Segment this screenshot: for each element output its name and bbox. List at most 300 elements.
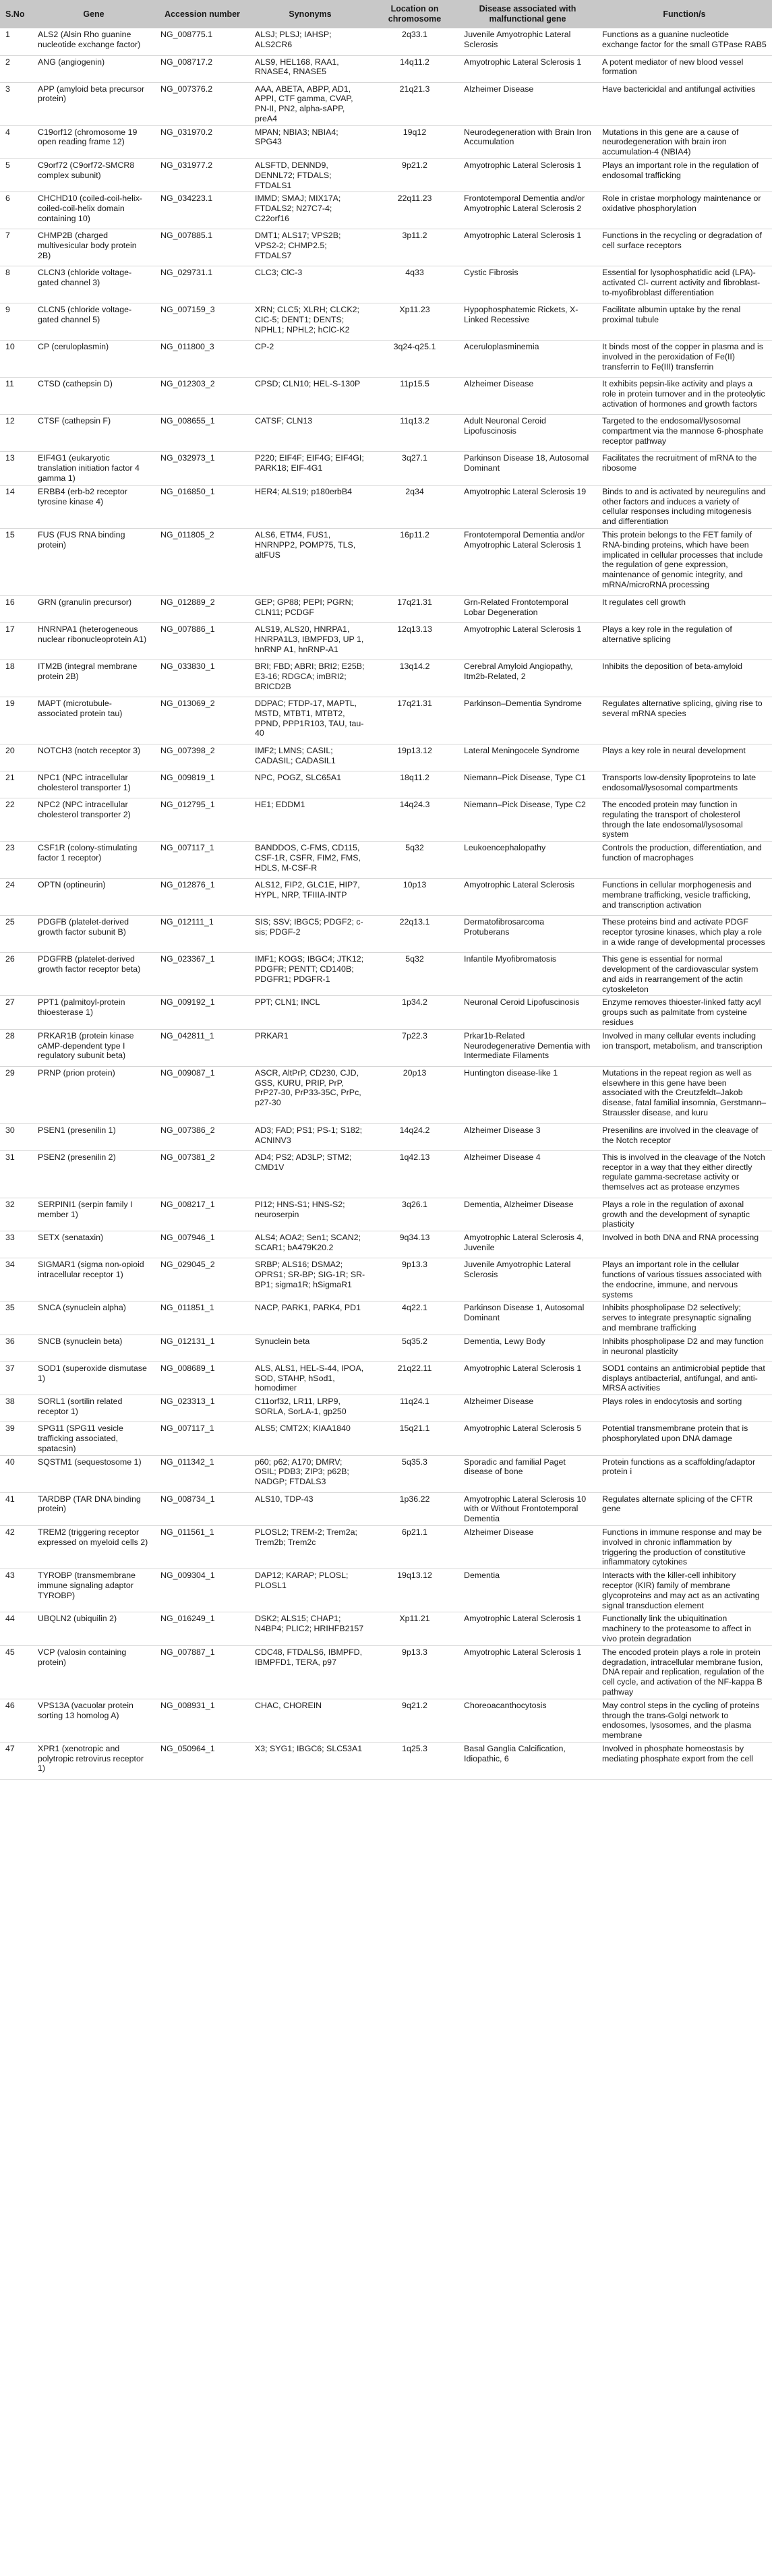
cell-disease: Amyotrophic Lateral Sclerosis 1 <box>464 1363 582 1373</box>
cell-function: Plays a key role in neural development <box>602 746 746 756</box>
cell-disease: Amyotrophic Lateral Sclerosis 1 <box>464 160 582 171</box>
cell-gene: SOD1 (superoxide dismutase 1) <box>38 1363 147 1383</box>
cell-function: Targeted to the endosomal/lysosomal compartment via the mannose 6-phosphate receptor pathway <box>602 416 764 446</box>
cell-gene: CHMP2B (charged multivesicular body protein 2B) <box>38 231 137 261</box>
cell-sno: 19 <box>5 699 15 709</box>
cell-accession: NG_032973_1 <box>160 453 215 463</box>
cell-disease: Parkinson–Dementia Syndrome <box>464 699 582 709</box>
cell-disease: Cystic Fibrosis <box>464 268 518 278</box>
cell-disease: Dermatofibrosarcoma Protuberans <box>464 917 545 937</box>
cell-accession: NG_007386_2 <box>160 1125 215 1135</box>
cell-function: Mutations in this gene are a cause of neurodegeneration with brain iron accumulation-4 (NBIA4) <box>602 127 739 157</box>
cell-disease: Frontotemporal Dementia and/or Amyotrophic Lateral Sclerosis 1 <box>464 530 585 550</box>
cell-location: 19q12 <box>403 127 427 137</box>
cell-function: Inhibits phospholipase D2 and may function in neuronal plasticity <box>602 1336 764 1356</box>
cell-accession: NG_034223.1 <box>160 194 213 204</box>
cell-gene: NPC2 (NPC intracellular cholesterol transporter 2) <box>38 800 131 819</box>
cell-disease: Amyotrophic Lateral Sclerosis 4, Juvenile <box>464 1233 584 1252</box>
cell-location: 3q24-q25.1 <box>393 342 436 352</box>
cell-function: This is involved in the cleavage of the Notch receptor in a way that they either directly regulate gamma-secretase activity or themselves act as protease enzymes <box>602 1152 765 1192</box>
cell-function: Potential transmembrane protein that is phosphorylated upon DNA damage <box>602 1424 748 1443</box>
cell-sno: 15 <box>5 530 15 540</box>
table-row <box>0 82 772 125</box>
cell-location: 21q21.3 <box>399 84 430 94</box>
table-row <box>0 1422 772 1455</box>
cell-sno: 24 <box>5 880 15 890</box>
cell-sno: 17 <box>5 624 15 635</box>
cell-disease: Amyotrophic Lateral Sclerosis 1 <box>464 1614 582 1624</box>
cell-function: Functions in the recycling or degradation of cell surface receptors <box>602 231 762 251</box>
table-row <box>0 415 772 452</box>
cell-location: 5q35.3 <box>402 1457 427 1467</box>
cell-gene: TREM2 (triggering receptor expressed on myeloid cells 2) <box>38 1527 148 1547</box>
cell-location: 11q13.2 <box>400 416 429 426</box>
cell-sno: 45 <box>5 1647 15 1657</box>
cell-disease: Grn-Related Frontotemporal Lobar Degeneration <box>464 597 568 617</box>
cell-accession: NG_007117_1 <box>160 843 214 853</box>
cell-sno: 9 <box>5 305 10 315</box>
cell-function: Functions as a guanine nucleotide exchange factor for the small GTPase RAB5 <box>602 30 767 49</box>
cell-location: 13q14.2 <box>399 662 430 672</box>
cell-disease: Huntington disease-like 1 <box>464 1067 558 1078</box>
cell-accession: NG_009304_1 <box>160 1571 215 1581</box>
cell-synonyms: HER4; ALS19; p180erbB4 <box>255 486 352 496</box>
table-row <box>0 1150 772 1198</box>
cell-accession: NG_008689_1 <box>160 1363 215 1373</box>
table-row <box>0 55 772 82</box>
table-row <box>0 452 772 485</box>
cell-accession: NG_007117_1 <box>160 1424 214 1434</box>
table-row <box>0 842 772 879</box>
cell-accession: NG_042811_1 <box>160 1030 214 1041</box>
cell-gene: CHCHD10 (coiled-coil-helix-coiled-coil-helix domain containing 10) <box>38 194 142 224</box>
cell-synonyms: AD4; PS2; AD3LP; STM2; CMD1V <box>255 1152 352 1172</box>
table-row <box>0 28 772 55</box>
table-row <box>0 485 772 528</box>
cell-location: 9p13.3 <box>402 1647 427 1657</box>
cell-sno: 33 <box>5 1233 15 1243</box>
cell-disease: Neurodegeneration with Brain Iron Accumulation <box>464 127 591 147</box>
cell-disease: Dementia, Lewy Body <box>464 1336 545 1346</box>
cell-accession: NG_009192_1 <box>160 997 215 1007</box>
cell-accession: NG_007886_1 <box>160 624 215 635</box>
cell-disease: Basal Ganglia Calcification, Idiopathic, 6 <box>464 1743 566 1763</box>
cell-disease: Juvenile Amyotrophic Lateral Sclerosis <box>464 1260 571 1279</box>
col-header-sno: S.No <box>5 9 25 19</box>
cell-synonyms: NPC, POGZ, SLC65A1 <box>255 773 342 783</box>
table-row <box>0 660 772 697</box>
cell-gene: CTSF (cathepsin F) <box>38 416 111 426</box>
cell-synonyms: CATSF; CLN13 <box>255 416 313 426</box>
cell-disease: Amyotrophic Lateral Sclerosis 1 <box>464 57 582 67</box>
cell-location: 9p13.3 <box>402 1260 427 1270</box>
cell-gene: CP (ceruloplasmin) <box>38 342 109 352</box>
cell-function: It regulates cell growth <box>602 597 686 608</box>
table-row <box>0 1123 772 1150</box>
cell-synonyms: ALS6, ETM4, FUS1, HNRNPP2, POMP75, TLS, altFUS <box>255 530 356 560</box>
cell-sno: 23 <box>5 843 15 853</box>
cell-gene: CLCN3 (chloride voltage-gated channel 3) <box>38 268 132 288</box>
table-row <box>0 378 772 415</box>
cell-gene: C19orf12 (chromosome 19 open reading frame 12) <box>38 127 138 147</box>
cell-function: SOD1 contains an antimicrobial peptide that displays antibacterial, antifungal, and anti-MRSA activities <box>602 1363 765 1393</box>
cell-sno: 40 <box>5 1457 15 1467</box>
cell-synonyms: X3; SYG1; IBGC6; SLC53A1 <box>255 1743 363 1753</box>
cell-sno: 21 <box>5 773 15 783</box>
cell-function: Plays a role in the regulation of axonal growth and the development of synaptic plasticity <box>602 1199 750 1229</box>
cell-location: 17q21.31 <box>397 699 432 709</box>
cell-location: 2q33.1 <box>402 30 427 39</box>
cell-gene: PSEN1 (presenilin 1) <box>38 1125 116 1135</box>
table-row <box>0 1645 772 1699</box>
cell-location: 2q34 <box>405 486 424 496</box>
cell-synonyms: CP-2 <box>255 342 274 352</box>
cell-location: 11q24.1 <box>400 1397 429 1407</box>
cell-disease: Niemann–Pick Disease, Type C2 <box>464 800 586 810</box>
cell-synonyms: GEP; GP88; PEPI; PGRN; CLN11; PCDGF <box>255 597 353 617</box>
cell-location: 5q32 <box>405 843 424 853</box>
cell-synonyms: ALSJ; PLSJ; IAHSP; ALS2CR6 <box>255 30 332 49</box>
cell-synonyms: PPT; CLN1; INCL <box>255 997 320 1007</box>
cell-disease: Dementia <box>464 1571 500 1581</box>
cell-gene: UBQLN2 (ubiquilin 2) <box>38 1614 117 1624</box>
cell-function: It binds most of the copper in plasma and is involved in the peroxidation of Fe(II) transferrin to Fe(III) transferrin <box>602 342 763 372</box>
cell-sno: 30 <box>5 1125 15 1135</box>
col-header-synonyms: Synonyms <box>289 9 332 19</box>
cell-function: Involved in both DNA and RNA processing <box>602 1233 759 1243</box>
cell-synonyms: DAP12; KARAP; PLOSL; PLOSL1 <box>255 1571 349 1590</box>
cell-accession: NG_011805_2 <box>160 530 214 540</box>
cell-accession: NG_007946_1 <box>160 1233 215 1243</box>
cell-synonyms: DMT1; ALS17; VPS2B; VPS2-2; CHMP2.5; FTDALS7 <box>255 231 341 261</box>
cell-disease: Lateral Meningocele Syndrome <box>464 746 580 756</box>
cell-gene: TARDBP (TAR DNA binding protein) <box>38 1494 141 1514</box>
cell-accession: NG_029731.1 <box>160 268 213 278</box>
cell-gene: ALS2 (Alsin Rho guanine nucleotide exchange factor) <box>38 30 141 49</box>
cell-gene: CSF1R (colony-stimulating factor 1 receptor) <box>38 843 138 863</box>
cell-sno: 12 <box>5 416 15 426</box>
table-row <box>0 623 772 660</box>
table-row <box>0 996 772 1029</box>
cell-sno: 35 <box>5 1303 15 1313</box>
table-row <box>0 1231 772 1258</box>
table-row <box>0 771 772 798</box>
cell-sno: 20 <box>5 746 15 756</box>
cell-synonyms: CDC48, FTDALS6, IBMPFD, IBMPFD1, TERA, p97 <box>255 1647 363 1667</box>
cell-location: 9p21.2 <box>402 160 427 171</box>
cell-accession: NG_011342_1 <box>160 1457 214 1467</box>
cell-gene: C9orf72 (C9orf72-SMCR8 complex subunit) <box>38 160 135 180</box>
table-row <box>0 1335 772 1362</box>
cell-function: A potent mediator of new blood vessel formation <box>602 57 744 77</box>
table-row <box>0 1198 772 1231</box>
cell-location: 9q34.13 <box>399 1233 430 1243</box>
cell-gene: SPG11 (SPG11 vesicle trafficking associated, spatacsin) <box>38 1424 123 1453</box>
cell-gene: FUS (FUS RNA binding protein) <box>38 530 125 550</box>
cell-sno: 26 <box>5 954 15 964</box>
cell-synonyms: IMF1; KOGS; IBGC4; JTK12; PDGFR; PENTT; CD140B; PDGFR1; PDGFR-1 <box>255 954 364 984</box>
cell-gene: VPS13A (vacuolar protein sorting 13 homolog A) <box>38 1700 133 1720</box>
cell-disease: Niemann–Pick Disease, Type C1 <box>464 773 586 783</box>
cell-synonyms: MPAN; NBIA3; NBIA4; SPG43 <box>255 127 338 147</box>
cell-sno: 16 <box>5 597 15 608</box>
cell-location: 4q22.1 <box>402 1303 427 1313</box>
cell-sno: 32 <box>5 1199 15 1209</box>
cell-synonyms: DSK2; ALS15; CHAP1; N4BP4; PLIC2; HRIHFB2157 <box>255 1614 364 1634</box>
table-row <box>0 159 772 192</box>
cell-synonyms: ALS5; CMT2X; KIAA1840 <box>255 1424 351 1434</box>
cell-location: Xp11.23 <box>399 305 430 315</box>
cell-accession: NG_016249_1 <box>160 1614 215 1624</box>
col-header-gene: Gene <box>83 9 105 19</box>
table-row <box>0 744 772 771</box>
cell-synonyms: AAA, ABETA, ABPP, AD1, APPI, CTF gamma, CVAP, PN-II, PN2, alpha-sAPP, preA4 <box>255 84 353 123</box>
cell-location: 14q24.2 <box>399 1125 430 1135</box>
header-row <box>0 0 772 28</box>
table-row <box>0 1029 772 1066</box>
cell-sno: 34 <box>5 1260 15 1270</box>
cell-disease: Aceruloplasminemia <box>464 342 539 352</box>
col-header-disease: Disease associated with malfunctional gene <box>479 4 576 24</box>
cell-disease: Parkinson Disease 18, Autosomal Dominant <box>464 453 589 473</box>
table-row <box>0 529 772 596</box>
cell-disease: Frontotemporal Dementia and/or Amyotrophic Lateral Sclerosis 2 <box>464 194 585 214</box>
cell-disease: Amyotrophic Lateral Sclerosis 5 <box>464 1424 582 1434</box>
cell-location: 5q32 <box>405 954 424 964</box>
cell-sno: 31 <box>5 1152 15 1162</box>
cell-sno: 18 <box>5 662 15 672</box>
cell-function: Binds to and is activated by neuregulins and other factors and induces a variety of cellular responses including mitogenesis and differentiation <box>602 486 766 527</box>
cell-location: 7p22.3 <box>402 1030 427 1041</box>
cell-disease: Infantile Myofibromatosis <box>464 954 557 964</box>
cell-synonyms: Synuclein beta <box>255 1336 310 1346</box>
table-row <box>0 229 772 266</box>
cell-synonyms: PLOSL2; TREM-2; Trem2a; Trem2b; Trem2c <box>255 1527 357 1547</box>
cell-accession: NG_029045_2 <box>160 1260 215 1270</box>
cell-disease: Sporadic and familial Paget disease of bone <box>464 1457 566 1477</box>
cell-sno: 2 <box>5 57 10 67</box>
cell-disease: Amyotrophic Lateral Sclerosis <box>464 880 574 890</box>
cell-gene: SERPINI1 (serpin family I member 1) <box>38 1199 133 1219</box>
cell-disease: Parkinson Disease 1, Autosomal Dominant <box>464 1303 585 1323</box>
cell-accession: NG_009819_1 <box>160 773 215 783</box>
cell-location: 10p13 <box>403 880 427 890</box>
cell-accession: NG_007398_2 <box>160 746 215 756</box>
cell-function: Regulates alternate splicing of the CFTR gene <box>602 1494 753 1514</box>
cell-synonyms: C11orf32, LR11, LRP9, SORLA, SorLA-1, gp250 <box>255 1397 347 1416</box>
cell-disease: Amyotrophic Lateral Sclerosis 1 <box>464 1647 582 1657</box>
cell-location: 6p21.1 <box>402 1527 427 1537</box>
cell-gene: ITM2B (integral membrane protein 2B) <box>38 662 138 681</box>
cell-gene: CTSD (cathepsin D) <box>38 379 113 389</box>
cell-synonyms: AD3; FAD; PS1; PS-1; S182; ACNINV3 <box>255 1125 363 1145</box>
col-header-function: Function/s <box>663 9 706 19</box>
cell-gene: PRKAR1B (protein kinase cAMP-dependent type I regulatory subunit beta) <box>38 1030 134 1061</box>
cell-location: 18q11.2 <box>400 773 429 783</box>
table-row <box>0 1699 772 1742</box>
cell-accession: NG_033830_1 <box>160 662 215 672</box>
table-row <box>0 303 772 341</box>
cell-disease: Amyotrophic Lateral Sclerosis 19 <box>464 486 587 496</box>
cell-function: Plays an important role in the cellular functions of various tissues associated with the endocrine, immune, and nervous systems <box>602 1260 762 1299</box>
cell-function: Functions in immune response and may be involved in chronic inflammation by triggering the production of constitutive inflammatory cytokines <box>602 1527 762 1567</box>
table-row <box>0 266 772 303</box>
cell-synonyms: ALS10, TDP-43 <box>255 1494 314 1504</box>
cell-synonyms: IMMD; SMAJ; MIX17A; FTDALS2; N27C7-4; C22orf16 <box>255 194 341 224</box>
cell-accession: NG_008931_1 <box>160 1700 215 1710</box>
cell-sno: 14 <box>5 486 15 496</box>
cell-location: 3q27.1 <box>402 453 427 463</box>
cell-function: Regulates alternative splicing, giving rise to several mRNA species <box>602 699 763 718</box>
cell-accession: NG_008775.1 <box>160 30 213 39</box>
cell-function: Have bactericidal and antifungal activities <box>602 84 756 94</box>
cell-location: 20p13 <box>403 1067 427 1078</box>
cell-sno: 3 <box>5 84 10 94</box>
cell-sno: 28 <box>5 1030 15 1041</box>
cell-location: 11p15.5 <box>400 379 429 389</box>
cell-function: Transports low-density lipoproteins to late endosomal/lysosomal compartments <box>602 773 756 792</box>
table-row <box>0 879 772 916</box>
cell-accession: NG_013069_2 <box>160 699 215 709</box>
cell-gene: EIF4G1 (eukaryotic translation initiation factor 4 gamma 1) <box>38 453 140 484</box>
cell-synonyms: BANDDOS, C-FMS, CD115, CSF-1R, CSFR, FIM2, FMS, HDLS, M-CSF-R <box>255 843 361 873</box>
cell-disease: Prkar1b-Related Neurodegenerative Dementia with Intermediate Filaments <box>464 1030 591 1061</box>
cell-gene: SIGMAR1 (sigma non-opioid intracellular receptor 1) <box>38 1260 144 1279</box>
cell-gene: SETX (senataxin) <box>38 1233 104 1243</box>
cell-accession: NG_007159_3 <box>160 305 215 315</box>
cell-synonyms: ALS, ALS1, HEL-S-44, IPOA, SOD, STAHP, hSod1, homodimer <box>255 1363 364 1393</box>
cell-location: 1p36.22 <box>399 1494 430 1504</box>
cell-sno: 47 <box>5 1743 15 1753</box>
col-header-location: Location on chromosome <box>388 4 442 24</box>
table-row <box>0 798 772 842</box>
cell-gene: MAPT (microtubule-associated protein tau) <box>38 699 123 718</box>
table-row <box>0 1362 772 1395</box>
cell-accession: NG_011561_1 <box>160 1527 214 1537</box>
cell-disease: Adult Neuronal Ceroid Lipofuscinosis <box>464 416 546 436</box>
cell-gene: PDGFB (platelet-derived growth factor subunit B) <box>38 917 129 937</box>
cell-location: 14q11.2 <box>400 57 429 67</box>
cell-gene: ANG (angiogenin) <box>38 57 105 67</box>
cell-accession: NG_009087_1 <box>160 1067 215 1078</box>
cell-accession: NG_008217_1 <box>160 1199 215 1209</box>
cell-function: Functionally link the ubiquitination machinery to the proteasome to affect in vivo protein degradation <box>602 1614 751 1643</box>
cell-sno: 44 <box>5 1614 15 1624</box>
cell-accession: NG_012303_2 <box>160 379 215 389</box>
cell-accession: NG_007376.2 <box>160 84 213 94</box>
cell-function: Involved in phosphate homeostasis by mediating phosphate export from the cell <box>602 1743 753 1763</box>
cell-disease: Alzheimer Disease <box>464 1527 534 1537</box>
cell-accession: NG_008734_1 <box>160 1494 215 1504</box>
cell-gene: GRN (granulin precursor) <box>38 597 132 608</box>
table-row <box>0 1742 772 1779</box>
cell-gene: PPT1 (palmitoyl-protein thioesterase 1) <box>38 997 125 1018</box>
table-row <box>0 125 772 158</box>
cell-disease: Alzheimer Disease <box>464 84 534 94</box>
cell-location: 16p11.2 <box>400 530 429 540</box>
cell-function: Essential for lysophosphatidic acid (LPA)-activated Cl- current activity and fibroblast-to-myofibroblast differentiation <box>602 268 761 298</box>
cell-function: Protein functions as a scaffolding/adaptor protein i <box>602 1457 756 1477</box>
cell-sno: 37 <box>5 1363 15 1373</box>
cell-location: 1q25.3 <box>402 1743 427 1753</box>
cell-synonyms: NACP, PARK1, PARK4, PD1 <box>255 1303 361 1313</box>
cell-synonyms: BRI; FBD; ABRI; BRI2; E25B; E3-16; RDGCA; imBRI2; BRICD2B <box>255 662 365 691</box>
table-row <box>0 1492 772 1525</box>
cell-gene: TYROBP (transmembrane immune signaling adaptor TYROBP) <box>38 1571 136 1600</box>
cell-gene: PDGFRB (platelet-derived growth factor receptor beta) <box>38 954 141 974</box>
cell-synonyms: P220; EIF4F; EIF4G; EIF4GI; PARK18; EIF-4G1 <box>255 453 364 473</box>
cell-function: It exhibits pepsin-like activity and plays a role in protein turnover and in the proteolytic activation of hormones and growth factors <box>602 379 765 409</box>
cell-disease: Alzheimer Disease 4 <box>464 1152 541 1162</box>
cell-synonyms: ALS19, ALS20, HNRPA1, HNRPA1L3, IBMPFD3, UP 1, hnRNP A1, hnRNP-A1 <box>255 624 364 654</box>
cell-location: 1q42.13 <box>399 1152 430 1162</box>
table-row <box>0 341 772 378</box>
cell-sno: 6 <box>5 194 10 204</box>
cell-sno: 43 <box>5 1571 15 1581</box>
cell-disease: Alzheimer Disease <box>464 1397 534 1407</box>
cell-location: 12q13.13 <box>397 624 432 635</box>
cell-accession: NG_012131_1 <box>160 1336 215 1346</box>
cell-gene: APP (amyloid beta precursor protein) <box>38 84 145 104</box>
cell-synonyms: IMF2; LMNS; CASIL; CADASIL; CADASIL1 <box>255 746 336 765</box>
cell-function: These proteins bind and activate PDGF receptor tyrosine kinases, which play a role in a wide range of developmental processes <box>602 917 765 947</box>
cell-sno: 1 <box>5 30 10 39</box>
cell-gene: SNCA (synuclein alpha) <box>38 1303 126 1313</box>
cell-sno: 29 <box>5 1067 15 1078</box>
table-row <box>0 1066 772 1123</box>
cell-location: 14q24.3 <box>399 800 430 810</box>
table-row <box>0 1569 772 1612</box>
cell-synonyms: SRBP; ALS16; DSMA2; OPRS1; SR-BP; SIG-1R; SR-BP1; sigma1R; hSigmaR1 <box>255 1260 365 1289</box>
cell-location: 1p34.2 <box>402 997 427 1007</box>
cell-synonyms: p60; p62; A170; DMRV; OSIL; PDB3; ZIP3; p62B; NADGP; FTDALS3 <box>255 1457 349 1487</box>
cell-disease: Alzheimer Disease 3 <box>464 1125 541 1135</box>
cell-disease: Alzheimer Disease <box>464 379 534 389</box>
cell-location: 5q35.2 <box>402 1336 427 1346</box>
table-body <box>0 28 772 1779</box>
cell-location: 9q21.2 <box>402 1700 427 1710</box>
cell-function: This protein belongs to the FET family of RNA-binding proteins, which have been implicated in cellular processes that include the regulation of gene expression, maintenance of genomic integrity, and mRNA/microRNA processing <box>602 530 763 590</box>
cell-gene: SORL1 (sortilin related receptor 1) <box>38 1397 123 1416</box>
cell-gene: HNRNPA1 (heterogeneous nuclear ribonucleoprotein A1) <box>38 624 147 644</box>
cell-location: 17q21.31 <box>397 597 432 608</box>
cell-sno: 7 <box>5 231 10 241</box>
cell-accession: NG_012111_1 <box>160 917 214 927</box>
cell-synonyms: PRKAR1 <box>255 1030 289 1041</box>
cell-synonyms: DDPAC; FTDP-17, MAPTL, MSTD, MTBT1, MTBT2, PPND, PPP1R103, TAU, tau-40 <box>255 699 364 738</box>
cell-synonyms: PI12; HNS-S1; HNS-S2; neuroserpin <box>255 1199 345 1219</box>
cell-function: Plays roles in endocytosis and sorting <box>602 1397 742 1407</box>
cell-function: Presenilins are involved in the cleavage of the Notch receptor <box>602 1125 759 1145</box>
cell-accession: NG_023313_1 <box>160 1397 215 1407</box>
cell-function: Plays a key role in the regulation of alternative splicing <box>602 624 732 644</box>
cell-gene: SNCB (synuclein beta) <box>38 1336 123 1346</box>
cell-accession: NG_023367_1 <box>160 954 215 964</box>
cell-gene: NPC1 (NPC intracellular cholesterol transporter 1) <box>38 773 131 792</box>
cell-function: Mutations in the repeat region as well as elsewhere in this gene have been associated with the Creutzfeldt–Jakob disease, fatal familial insomnia, Gerstmann–Straussler disease, and kuru <box>602 1067 767 1117</box>
cell-function: Interacts with the killer-cell inhibitory receptor (KIR) family of membrane glycoproteins and may act as an activating signal transduction element <box>602 1571 760 1610</box>
cell-accession: NG_008655_1 <box>160 416 215 426</box>
table-row <box>0 1395 772 1422</box>
cell-accession: NG_007887_1 <box>160 1647 215 1657</box>
cell-function: Inhibits the deposition of beta-amyloid <box>602 662 743 672</box>
cell-location: 3q26.1 <box>402 1199 427 1209</box>
cell-accession: NG_007885.1 <box>160 231 213 241</box>
table-row <box>0 1455 772 1492</box>
cell-location: 21q22.11 <box>397 1363 432 1373</box>
cell-synonyms: ALS4; AOA2; Sen1; SCAN2; SCAR1; bA479K20.2 <box>255 1233 361 1252</box>
cell-location: Xp11.21 <box>399 1614 430 1624</box>
